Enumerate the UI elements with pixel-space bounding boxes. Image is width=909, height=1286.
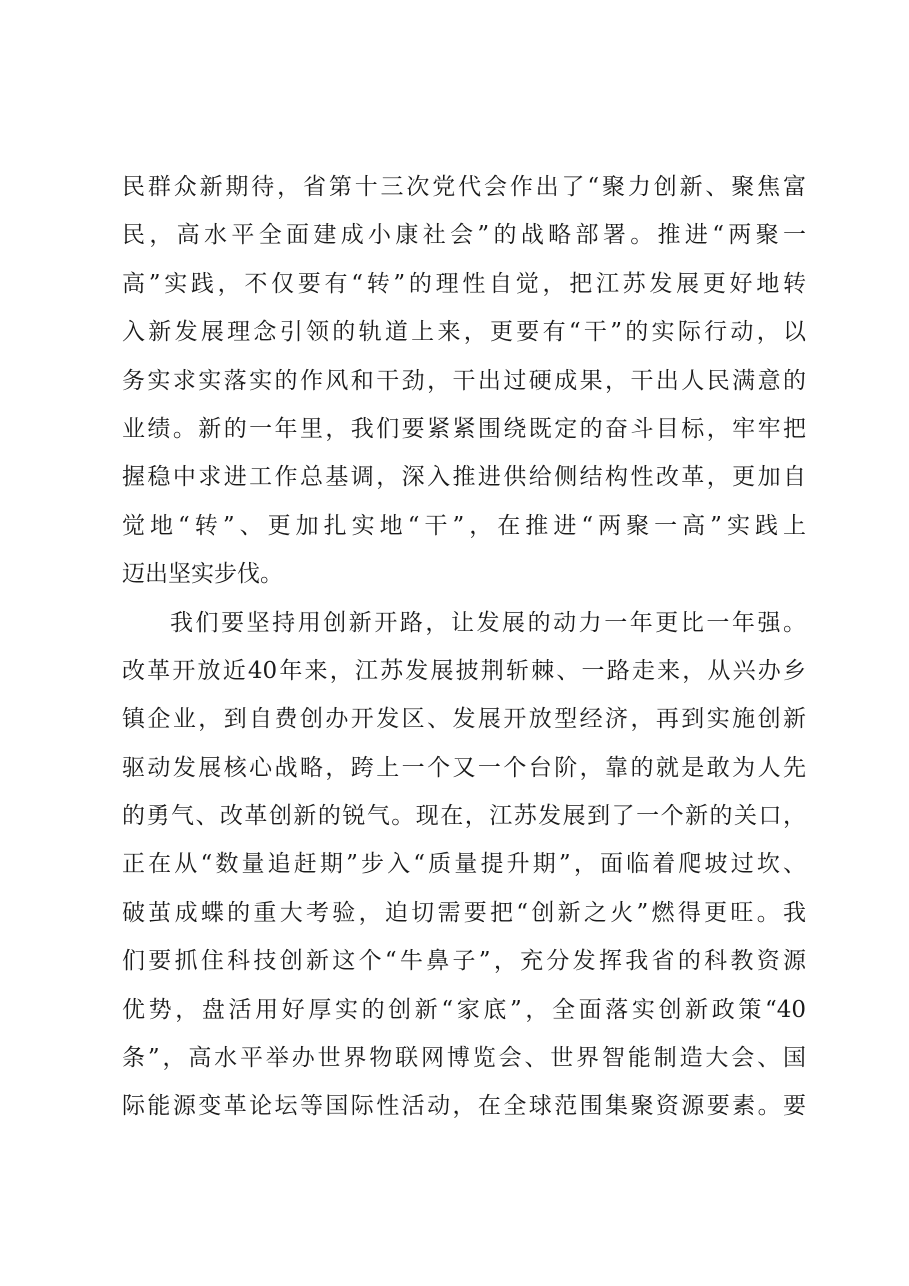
paragraph-1-line: 入新发展理念引领的轨道上来，更要有“干”的实际行动，以 [122, 319, 806, 346]
paragraph-2-line: 驱动发展核心战略，跨上一个又一个台阶，靠的就是敢为人先 [122, 754, 806, 781]
paragraph-2-first-line: 我们要坚持用创新开路，让发展的动力一年更比一年强。 [170, 609, 806, 636]
paragraph-2-line: 优势，盘活用好厚实的创新“家底”，全面落实创新政策“40 [122, 996, 806, 1023]
paragraph-2-line: 镇企业，到自费创办开发区、发展开放型经济，再到实施创新 [122, 706, 806, 733]
paragraph-2-line: 正在从“数量追赶期”步入“质量提升期”，面临着爬坡过坎、 [122, 851, 806, 878]
paragraph-1-line: 务实求实落实的作风和干劲，干出过硬成果，干出人民满意的 [122, 367, 806, 394]
paragraph-2-line: 际能源变革论坛等国际性活动，在全球范围集聚资源要素。要 [122, 1093, 806, 1120]
paragraph-1-line: 高”实践，不仅要有“转”的理性自觉，把江苏发展更好地转 [122, 270, 806, 297]
paragraph-2-line: 条”，高水平举办世界物联网博览会、世界智能制造大会、国 [122, 1045, 806, 1072]
paragraph-2-line: 改革开放近40年来，江苏发展披荆斩棘、一路走来，从兴办乡 [122, 657, 806, 684]
paragraph-1-line: 民，高水平全面建成小康社会”的战略部署。推进“两聚一 [122, 222, 806, 249]
paragraph-1-line: 迈出坚实步伐。 [122, 561, 283, 588]
paragraph-1-line: 握稳中求进工作总基调，深入推进供给侧结构性改革，更加自 [122, 464, 806, 491]
paragraph-2-line: 的勇气、改革创新的锐气。现在，江苏发展到了一个新的关口， [122, 803, 806, 830]
paragraph-2-line: 破茧成蝶的重大考验，迫切需要把“创新之火”燃得更旺。我 [122, 899, 806, 926]
paragraph-1-line: 业绩。新的一年里，我们要紧紧围绕既定的奋斗目标，牢牢把 [122, 415, 806, 442]
body-text [122, 163, 806, 1131]
paragraph-1-line: 觉地“转”、更加扎实地“干”，在推进“两聚一高”实践上 [122, 512, 806, 539]
paragraph-1-line: 民群众新期待，省第十三次党代会作出了“聚力创新、聚焦富 [122, 174, 806, 200]
paragraph-2-line: 们要抓住科技创新这个“牛鼻子”，充分发挥我省的科教资源 [122, 948, 806, 975]
